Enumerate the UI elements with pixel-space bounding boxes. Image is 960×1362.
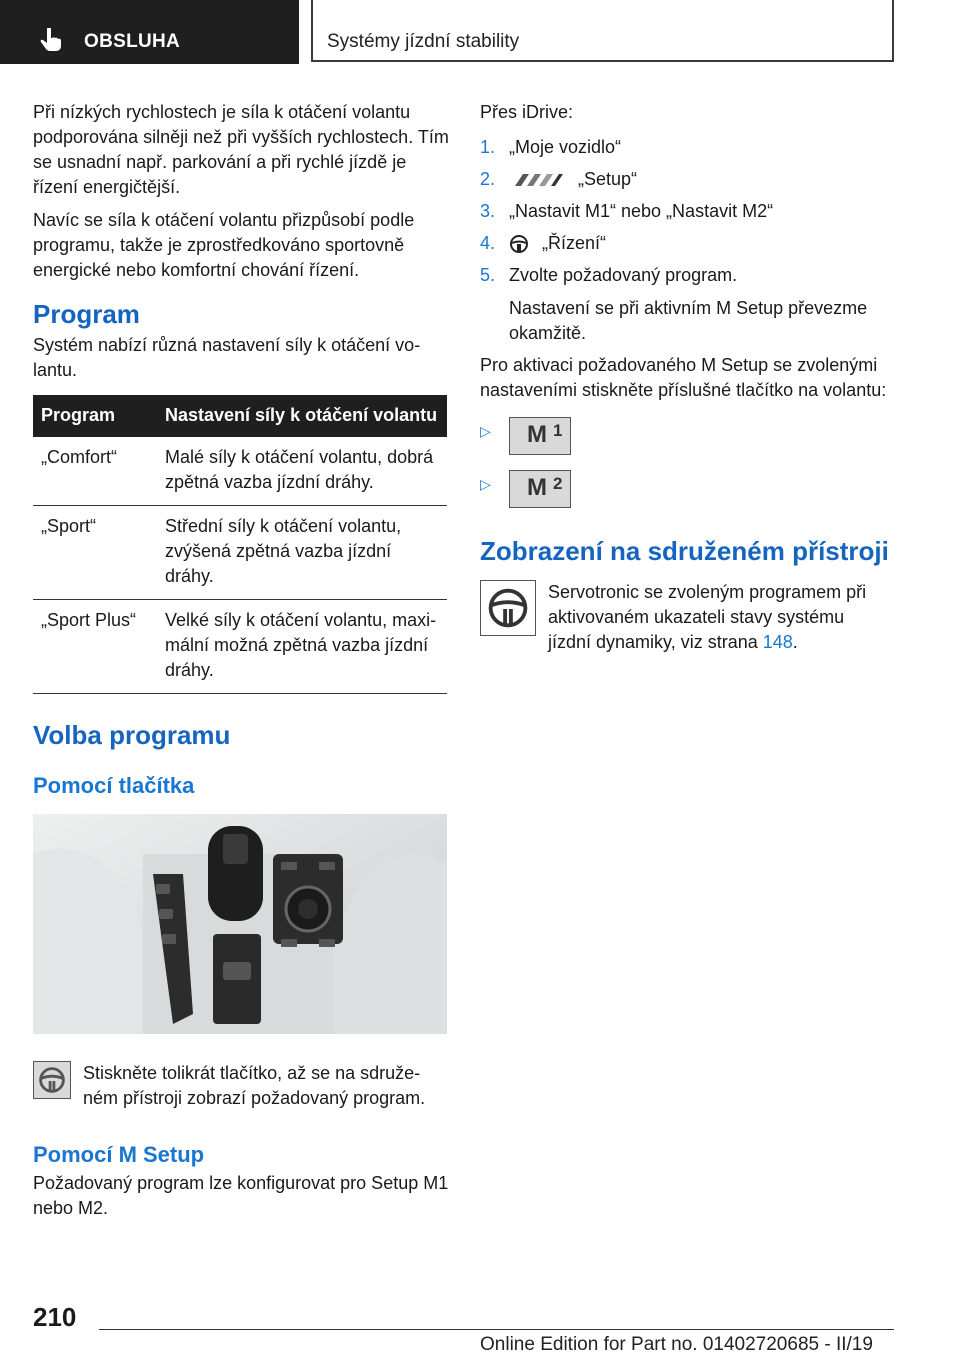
page-header <box>0 0 960 66</box>
step-number: 1. <box>480 137 496 157</box>
table-header-program: Program <box>33 395 157 437</box>
m1-button-icon: M 1 <box>509 417 571 455</box>
table-header-setting: Nastavení síly k otáčení volantu <box>157 395 447 437</box>
steering-wheel-icon <box>509 234 529 254</box>
volba-heading: Volba programu <box>33 720 231 750</box>
table-cell-setting: Střední síly k otáčení volantu, zvýšená zpětná vazba jízdní dráhy. <box>157 506 447 600</box>
step-text: „Řízení“ <box>542 233 607 253</box>
table-cell-program: „Comfort“ <box>33 437 157 506</box>
steering-wheel-buttons <box>480 417 894 508</box>
table-cell-setting: Velké síly k otáčení volantu, maximální možná zpětná vazba jízdní dráhy. <box>157 600 447 694</box>
list-item <box>480 231 894 256</box>
left-column <box>33 100 449 1229</box>
list-item <box>480 417 894 455</box>
step-5-subtext: Nastavení se při aktivním M Setup převezme okamžitě. <box>509 298 868 343</box>
table-row <box>33 600 447 694</box>
step-number: 2. <box>480 169 496 189</box>
triangle-bullet-icon: ▷ <box>480 423 491 439</box>
step-text: „Setup“ <box>578 169 638 189</box>
idrive-intro: Přes iDrive: <box>480 102 574 122</box>
display-note <box>480 580 894 655</box>
footer-divider <box>99 1329 894 1330</box>
list-item <box>480 470 894 508</box>
section-tab <box>0 0 299 64</box>
intro-paragraph-2: Navíc se síla k otáčení volantu přizpůsobí podle programu, takže je zprostředkováno sportovně energické nebo komfortní chování řízení. <box>33 210 415 280</box>
program-heading: Program <box>33 299 140 329</box>
step-number: 4. <box>480 233 496 253</box>
steering-wheel-icon <box>33 1061 71 1099</box>
table-header-row <box>33 395 447 437</box>
table-cell-setting: Malé síly k otáčení volantu, dobrá zpětná vazba jízdní dráhy. <box>157 437 447 506</box>
list-item <box>480 135 894 160</box>
chapter-title: Systémy jízdní stability <box>327 31 520 52</box>
display-period: . <box>792 632 798 652</box>
center-console-photo <box>33 814 447 1034</box>
step-text: „Nastavit M1“ nebo „Nastavit M2“ <box>509 201 774 221</box>
display-text-block <box>548 580 892 655</box>
right-column <box>480 100 894 655</box>
program-table <box>33 395 447 694</box>
step-text: „Moje vozidlo“ <box>509 137 622 157</box>
page-reference-link[interactable]: 148 <box>762 632 793 652</box>
button-note <box>33 1061 449 1111</box>
button-subheading: Pomocí tlačítka <box>33 773 195 798</box>
section-label: OBSLUHA <box>84 31 181 52</box>
table-cell-program: „Sport Plus“ <box>33 600 157 694</box>
button-note-text: Stiskněte tolikrát tlačítko, až se na sdruženém přístroji zobrazí požadovaný program. <box>83 1063 426 1108</box>
m2-button-icon: M 2 <box>509 470 571 508</box>
intro-paragraph-1: Při nízkých rychlostech je síla k otáčení volantu podporována silněji než při vyšších rychlostech. Tím se usnadní např. parkování a při rychlé jízdě je řízení energičtější. <box>33 102 449 197</box>
msetup-subheading: Pomocí M Setup <box>33 1142 205 1167</box>
m-logo-icon <box>509 172 565 188</box>
display-text: Servotronic se zvoleným programem při aktivovaném ukazateli stavy systému jízdní dynamiky, viz strana <box>548 582 867 652</box>
list-item <box>480 263 894 346</box>
table-row <box>33 506 447 600</box>
table-row <box>33 437 447 506</box>
triangle-bullet-icon: ▷ <box>480 476 491 492</box>
display-heading: Zobrazení na sdruženém přístroji <box>480 536 889 566</box>
list-item <box>480 199 894 224</box>
idrive-steps <box>480 135 894 346</box>
page-number: 210 <box>33 1302 77 1332</box>
step-number: 5. <box>480 265 496 285</box>
hand-pointer-icon <box>40 28 62 52</box>
chapter-title-box <box>311 0 894 62</box>
list-item <box>480 167 894 192</box>
activation-text: Pro aktivaci požadovaného M Setup se zvolenými nastaveními stiskněte příslušné tlačítko na volantu: <box>480 355 887 400</box>
msetup-text: Požadovaný program lze konfigurovat pro Setup M1 nebo M2. <box>33 1173 449 1218</box>
edition-text: Online Edition for Part no. 01402720685 - II/19 <box>480 1334 873 1355</box>
step-number: 3. <box>480 201 496 221</box>
step-text: Zvolte požadovaný program. <box>509 265 738 285</box>
table-cell-program: „Sport“ <box>33 506 157 600</box>
program-intro: Systém nabízí různá nastavení síly k otáčení volantu. <box>33 335 421 380</box>
steering-wheel-icon <box>480 580 536 636</box>
